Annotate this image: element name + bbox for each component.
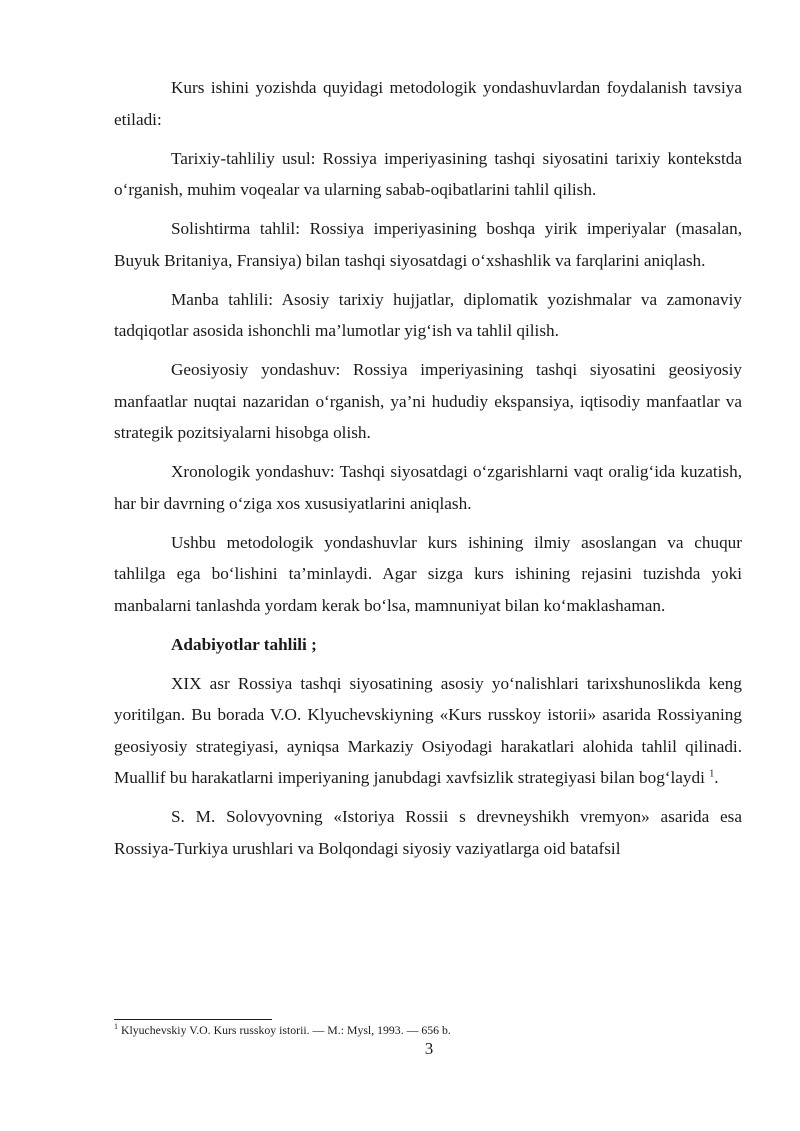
footnote-reference[interactable]: 1 [709,768,715,780]
paragraph-source-method: Manba tahlili: Asosiy tarixiy hujjatlar, diplomatik yozishmalar va zamonaviy tadqiqotlar asosida ishonchli ma’lumotlar yig‘ish va tahlil qilish. [114,289,742,340]
body-text [114,72,742,872]
footnote-marker: 1 [114,1022,118,1032]
paragraph-klyuchevsky-end: . [714,768,719,787]
page-number: 3 [424,1039,434,1058]
paragraph-conclusion: Ushbu metodologik yondashuvlar kurs ishining ilmiy asoslangan va chuqur tahlilga ega bo‘lishini ta’minlaydi. Agar sizga kurs ishining rejasini tuzishda yoki manbalarni tanlashda yordam kerak bo‘lsa, mamnuniyat bilan ko‘maklashaman. [114,532,742,615]
paragraph-comparative-method: Solishtirma tahlil: Rossiya imperiyasining boshqa yirik imperiyalar (masalan, Buyuk Britaniya, Fransiya) bilan tashqi siyosatdagi o‘xshashlik va farqlarini aniqlash. [114,219,742,270]
paragraph-intro: Kurs ishini yozishda quyidagi metodologik yondashuvlardan foydalanish tavsiya etiladi: [114,78,742,129]
paragraph-klyuchevsky [114,668,742,794]
footnote-text: Klyuchevskiy V.O. Kurs russkoy istorii. — M.: Mysl, 1993. — 656 b. [118,1023,451,1037]
paragraph-historical-method: Tarixiy-tahliliy usul: Rossiya imperiyasining tashqi siyosatini tarixiy kontekstda o‘rganish, muhim voqealar va ularning sabab-oqibatlarini tahlil qilish. [114,148,742,199]
paragraph-chronological-method: Xronologik yondashuv: Tashqi siyosatdagi o‘zgarishlarni vaqt oralig‘ida kuzatish, har bir davrning o‘ziga xos xususiyatlarini aniqlash. [114,462,742,513]
section-heading: Adabiyotlar tahlili ; [171,634,317,654]
footnote [114,1022,742,1038]
footnote-divider [114,1019,272,1020]
paragraph-geopolitical-method: Geosiyosiy yondashuv: Rossiya imperiyasining tashqi siyosatini geosiyosiy manfaatlar nuqtai nazaridan o‘rganish, ya’ni hududiy ekspansiya, iqtisodiy manfaatlar va strategik pozitsiyalarni hisobga olish. [114,360,742,442]
paragraph-solovyov: S. M. Solovyovning «Istoriya Rossii s drevneyshikh vremyon» asarida esa Rossiya-Turkiya urushlari va Bolqondagi siyosiy vaziyatlarga oid batafsil [114,807,742,858]
paragraph-klyuchevsky-text: XIX asr Rossiya tashqi siyosatining asosiy yo‘nalishlari tarixshunoslikda keng yoritilgan. Bu borada V.O. Klyuchevskiyning «Kurs russkoy istorii» asarida Rossiyaning geosiyosiy strategiyasi, ayniqsa Markaziy Osiyodagi harakatlari alohida tahlil qilinadi. Muallif bu harakatlarni imperiyaning janubdagi xavfsizlik strategiyasi bilan bog‘laydi [114,673,742,787]
